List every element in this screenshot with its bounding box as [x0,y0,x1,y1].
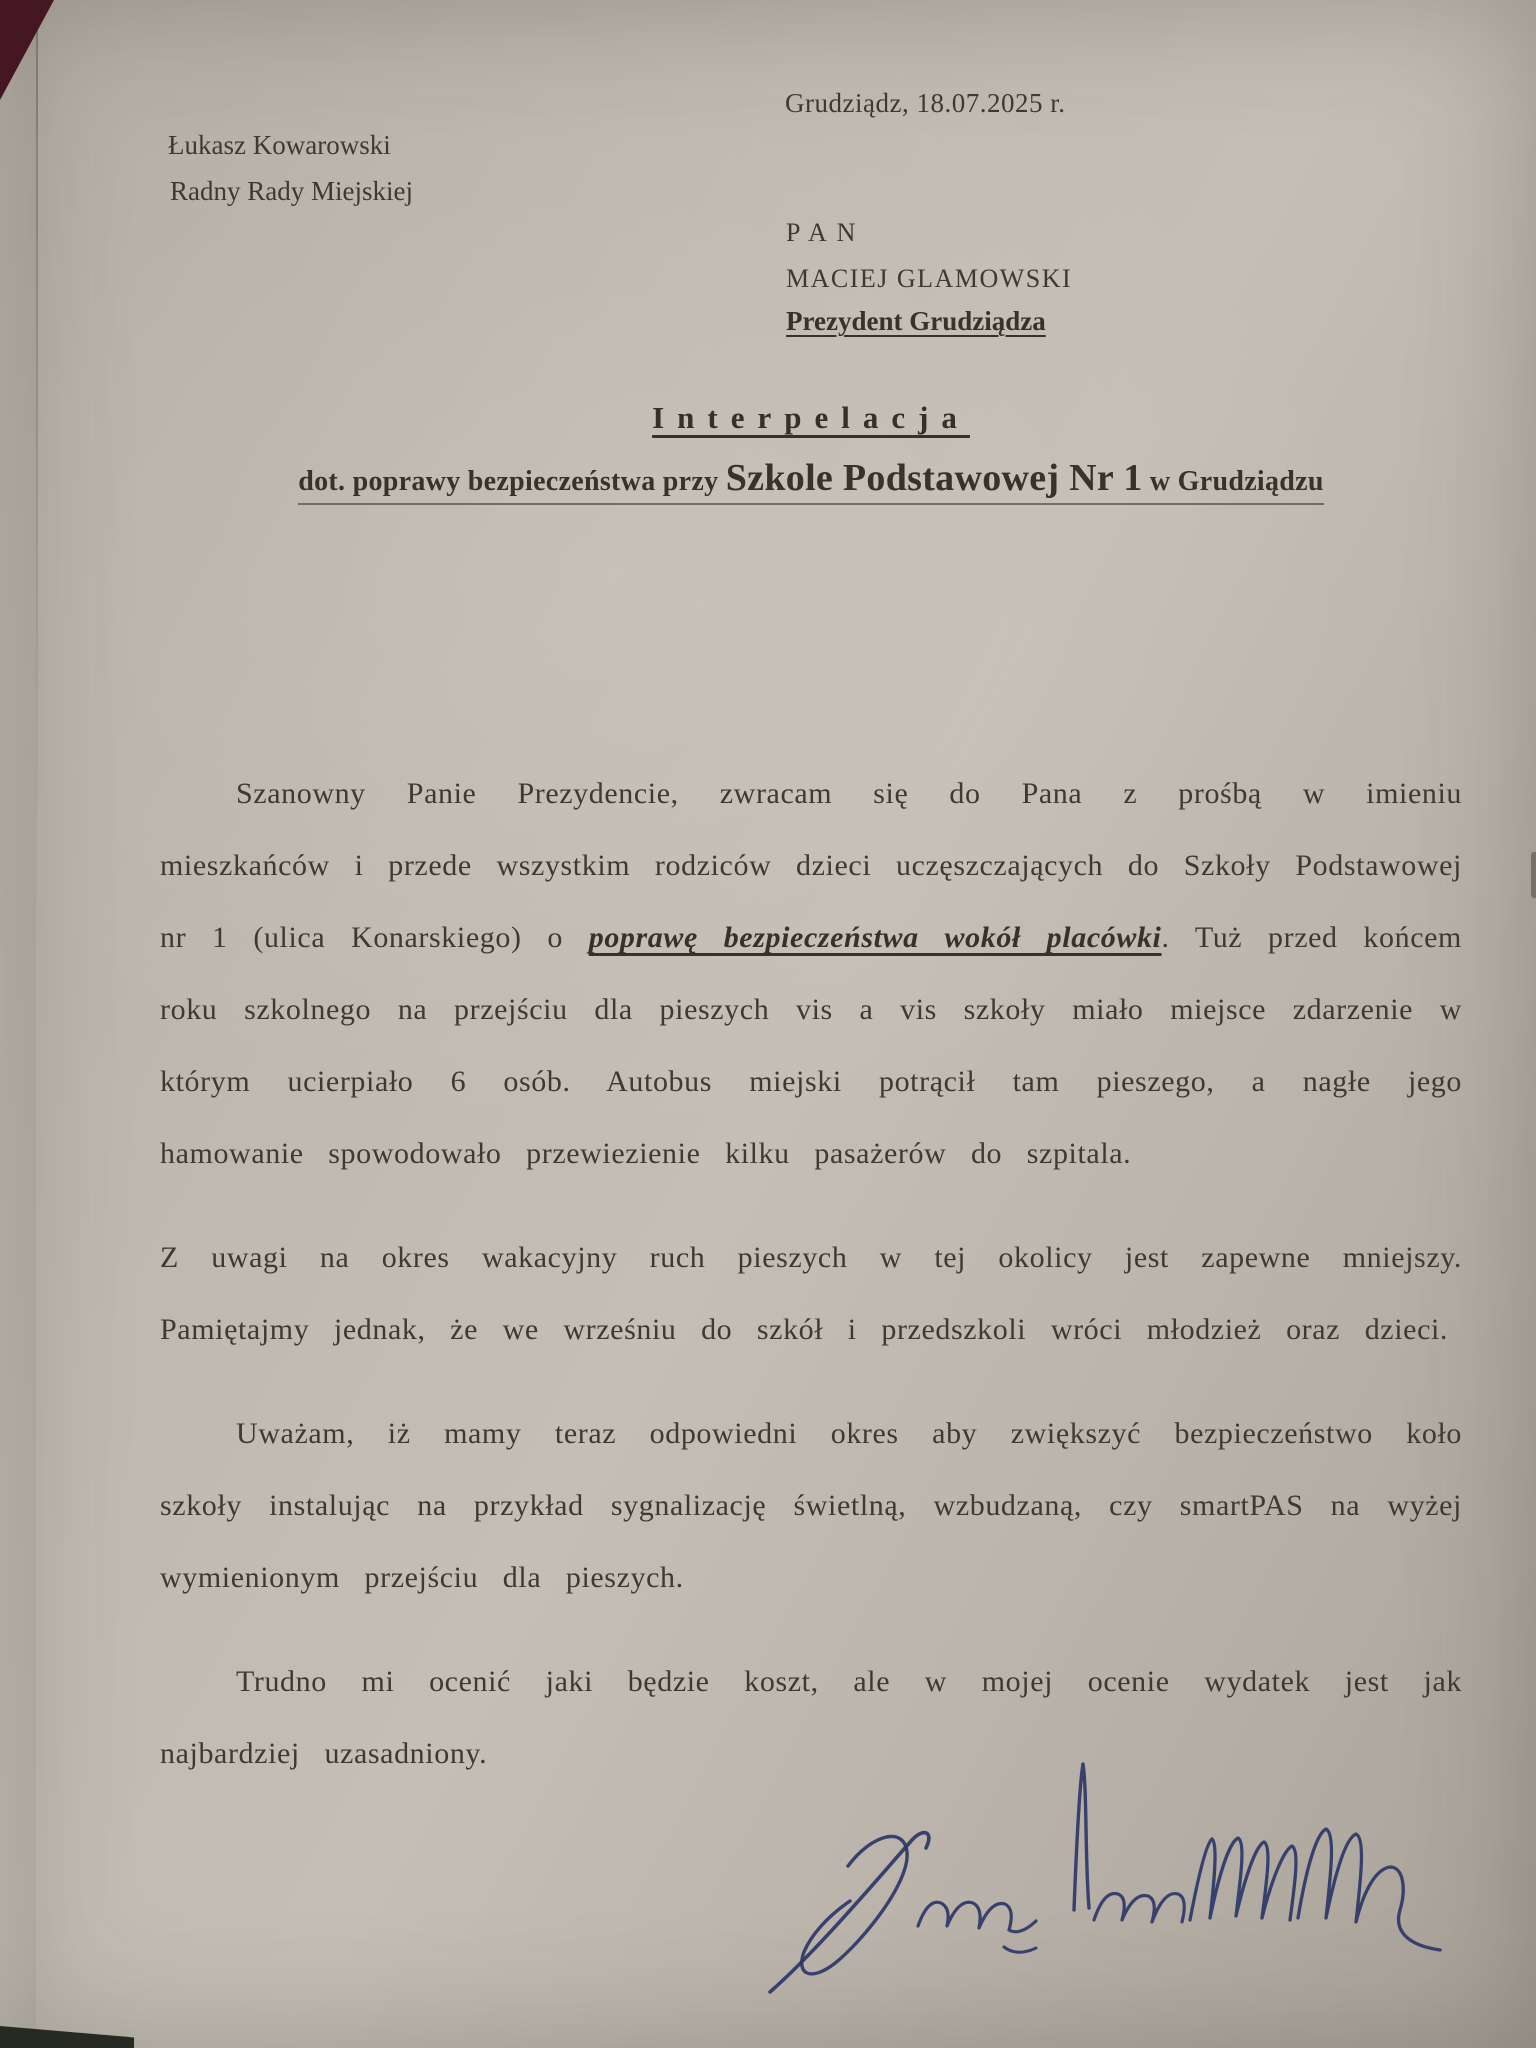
date-line: Grudziądz, 18.07.2025 r. [785,88,1066,118]
recipient-salutation: PAN [786,218,866,247]
subject-prefix: dot. poprawy bezpieczeństwa przy [298,466,726,497]
signature-ink [752,1748,1462,2038]
paragraph-3: Uważam, iż mamy teraz odpowiedni okres aby zwiększyć bezpieczeństwo koło szkoły instalując na przykład sygnalizację świetlną, wzbudzaną, czy smartPAS na wyżej wymienionym przejściu dla pieszych. [160,1417,1462,1594]
signature-stroke [918,1902,1036,1931]
letter-title: Interpelacja [652,400,970,435]
signature-stroke [1298,1829,1440,1950]
right-edge-shadow-mark [1531,852,1536,898]
sender-name: Łukasz Kowarowski [168,130,391,160]
paragraph-1-end: . Tuż przed końcem roku szkolnego na przejściu dla pieszych vis a vis szkoły miało miejsce zdarzenie w którym ucierpiało 6 osób. Autobus miejski potrącił tam pieszego, a nagłe jego hamowanie spowodowało przewiezienie kilku pasażerów do szpitala. [160,921,1462,1170]
recipient-title: Prezydent Grudziądza [786,306,1046,336]
signature-stroke [1074,1764,1089,1910]
signature-stroke [1094,1894,1184,1922]
paragraph-4: Trudno mi ocenić jaki będzie koszt, ale w mojej ocenie wydatek jest jak najbardziej uzasadniony. [160,1665,1462,1770]
signature-stroke [1004,1947,1036,1952]
subject-school-name: Szkole Podstawowej Nr 1 [725,457,1143,499]
letter-body [160,758,1462,1822]
letter-subject [298,456,1324,505]
recipient-name: MACIEJ GLAMOWSKI [786,264,1073,293]
signature-stroke [770,1833,929,1992]
desk-visible-bottom-left [0,2026,134,2048]
letter-title-row [160,400,1462,436]
letter-subject-row [160,456,1462,505]
subject-suffix: w Grudziądzu [1142,466,1324,497]
sender-title: Radny Rady Miejskiej [170,176,413,206]
paper-edge-crease [36,0,38,920]
handwritten-signature [752,1748,1462,2038]
paragraph-1 [160,758,1462,1190]
signature-stroke [1190,1838,1296,1920]
paper-left-margin-shade [0,0,36,2048]
paragraph-1-start: Szanowny Panie Prezydencie, zwracam się do Pana z prośbą w imieniu mieszkańców i przede wszystkim rodziców dzieci uczęszczających do Szkoły Podstawowej nr 1 (ulica Konarskiego) o [160,777,1462,954]
paragraph-1-emphasis: poprawę bezpieczeństwa wokół placówki [588,921,1162,954]
paragraph-2: Z uwagi na okres wakacyjny ruch pieszych w tej okolicy jest zapewne mniejszy. Pamiętajmy jednak, że we wrześniu do szkół i przedszkoli wróci młodzież oraz dzieci. [160,1241,1462,1346]
